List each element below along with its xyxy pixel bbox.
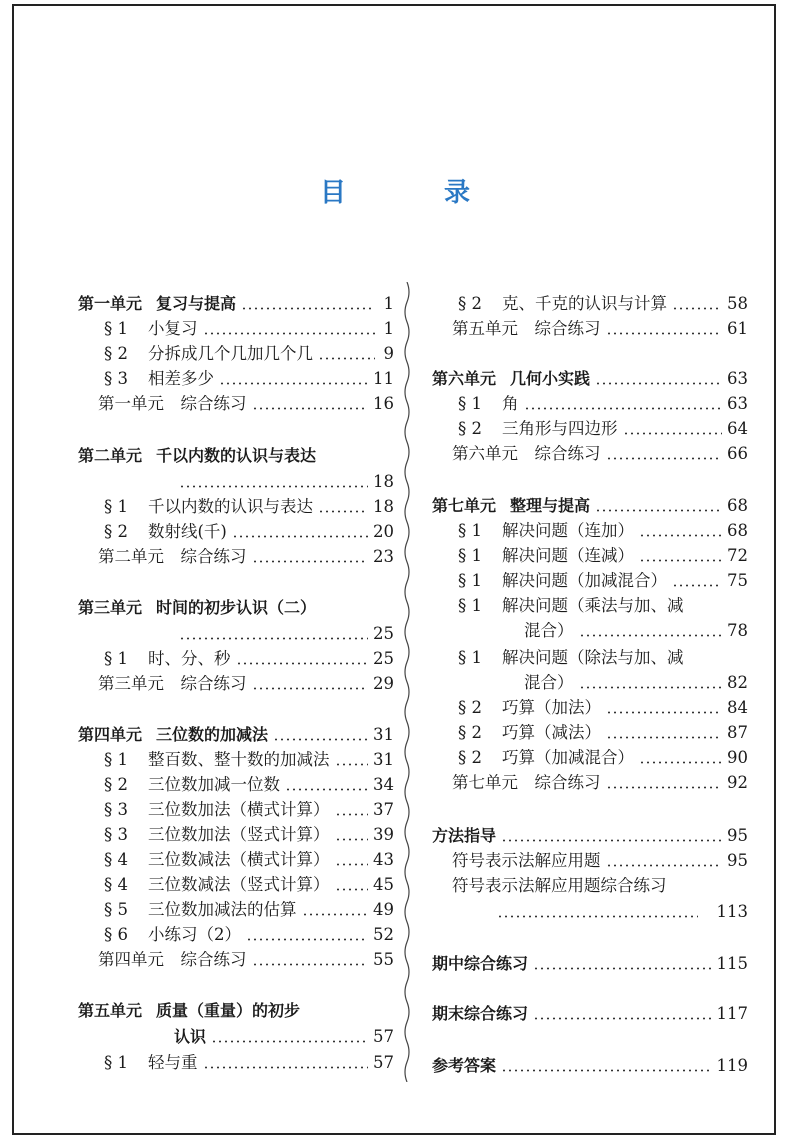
toc-entry[interactable]: [432, 288, 748, 314]
leader-dots: [606, 786, 723, 789]
page-number: 1: [383, 294, 394, 313]
page-number: 52: [373, 925, 394, 944]
unit-name: 质量（重量）的初步: [156, 1001, 301, 1020]
section-symbol: § 3: [104, 369, 128, 388]
entry-label: [78, 344, 313, 364]
leader-dots: [203, 332, 376, 335]
toc-entry[interactable]: [432, 998, 748, 1024]
toc-entry[interactable]: [78, 869, 394, 895]
section-symbol: § 1: [458, 546, 482, 565]
section-name: 三位数加法（竖式计算）: [148, 825, 330, 844]
unit-number: 第三单元: [98, 674, 164, 693]
section-symbol: § 4: [104, 875, 128, 894]
toc-entry[interactable]: [432, 948, 748, 974]
section-name: 整百数、整十数的加减法: [148, 750, 330, 769]
page-number: 39: [373, 825, 394, 844]
section-symbol: § 2: [458, 419, 482, 438]
page-number: 119: [716, 1056, 748, 1075]
entry-label: [78, 522, 227, 542]
entry-label: [78, 294, 236, 314]
leader-dots: [302, 913, 369, 916]
section-name: 角: [502, 394, 519, 413]
entry-label: [432, 419, 618, 439]
page-number: 68: [727, 521, 748, 540]
toc-entry[interactable]: [432, 438, 748, 464]
entry-label: [78, 850, 330, 870]
leader-dots: [252, 407, 369, 410]
toc-entry[interactable]: [78, 668, 394, 694]
toc-entry[interactable]: [432, 313, 748, 339]
toc-entry[interactable]: [78, 363, 394, 389]
entry-name: 符号表示法解应用题: [452, 851, 601, 870]
entry-label: [432, 444, 601, 464]
toc-entry[interactable]: [78, 1021, 394, 1047]
section-symbol: § 1: [458, 596, 482, 615]
section-symbol: § 1: [458, 648, 482, 667]
unit-name: 千以内数的认识与表达: [156, 446, 317, 465]
toc-entry[interactable]: [78, 592, 394, 618]
page-number: 18: [373, 497, 394, 516]
entry-name: 参考答案: [432, 1056, 497, 1075]
toc-entry[interactable]: [432, 742, 748, 768]
page-number: 72: [727, 546, 748, 565]
leader-dots: [252, 963, 369, 966]
section-name: 克、千克的认识与计算: [502, 294, 667, 313]
entry-label: [78, 674, 247, 694]
leader-dots: [246, 938, 368, 941]
unit-name: 几何小实践: [510, 369, 591, 388]
unit-number: 第五单元: [452, 319, 518, 338]
toc-entry[interactable]: [78, 995, 394, 1021]
page-number: 66: [727, 444, 748, 463]
toc-entry[interactable]: [78, 288, 394, 314]
toc-entry[interactable]: [432, 820, 748, 846]
entry-label: [432, 876, 667, 896]
toc-entry[interactable]: [78, 719, 394, 745]
leader-dots: [335, 888, 369, 891]
leader-dots: [579, 686, 723, 689]
unit-number: 第二单元: [78, 446, 143, 465]
entry-label: [78, 369, 214, 389]
entry-label: [432, 826, 496, 846]
unit-number: 第六单元: [452, 444, 518, 463]
section-name: 解决问题（乘法与加、减: [502, 596, 684, 615]
page-number: 31: [373, 725, 394, 744]
exercise-name: 综合练习: [180, 547, 247, 566]
page-number: 9: [383, 344, 394, 363]
toc-entry[interactable]: [432, 388, 748, 414]
leader-dots: [501, 839, 722, 842]
leader-dots: [335, 838, 369, 841]
entry-label: [78, 319, 198, 339]
page-number: 64: [727, 419, 748, 438]
page-number: 82: [727, 673, 748, 692]
section-name: 三位数加减一位数: [148, 775, 280, 794]
page-number: 117: [716, 1004, 748, 1023]
toc-entry[interactable]: [78, 643, 394, 669]
leader-dots: [524, 407, 723, 410]
toc-entry[interactable]: [432, 642, 748, 668]
entry-name: 符号表示法解应用题综合练习: [452, 876, 667, 895]
leader-dots: [672, 307, 722, 310]
section-symbol: § 2: [104, 775, 128, 794]
page-number: 75: [727, 571, 748, 590]
toc-entry[interactable]: [432, 667, 748, 693]
unit-number: 第一单元: [98, 394, 164, 413]
page-number: 63: [727, 369, 748, 388]
exercise-name: 综合练习: [180, 950, 247, 969]
section-symbol: § 1: [104, 649, 128, 668]
entry-label: [432, 521, 634, 541]
toc-entry[interactable]: [78, 769, 394, 795]
leader-dots: [595, 382, 722, 385]
toc-entry[interactable]: [432, 615, 748, 641]
entry-label: [78, 875, 330, 895]
section-symbol: § 1: [104, 750, 128, 769]
entry-label: [78, 649, 231, 669]
page-number: 29: [373, 674, 394, 693]
section-symbol: § 2: [458, 698, 482, 717]
leader-dots: [252, 560, 369, 563]
unit-number: 第二单元: [98, 547, 164, 566]
section-symbol: § 3: [104, 825, 128, 844]
page-number: 49: [373, 900, 394, 919]
entry-label: [78, 446, 316, 466]
toc-entry[interactable]: [78, 516, 394, 542]
entry-label: [78, 775, 280, 795]
unit-number: 第四单元: [98, 950, 164, 969]
page-number: 57: [373, 1053, 394, 1072]
toc-entry[interactable]: [78, 440, 394, 466]
leader-dots: [273, 738, 368, 741]
section-name: 三位数减法（横式计算）: [148, 850, 330, 869]
entry-label: [432, 394, 519, 414]
page-number: 18: [373, 472, 394, 491]
toc-entry[interactable]: [78, 466, 394, 492]
leader-dots: [318, 510, 368, 513]
page-number: 92: [727, 773, 748, 792]
page-title: 目 录: [319, 178, 506, 208]
entry-label: [78, 825, 330, 845]
leader-dots: [606, 332, 723, 335]
entry-label: [432, 621, 574, 641]
section-name: 巧算（加法）: [502, 698, 601, 717]
page-number: 58: [727, 294, 748, 313]
leader-dots: [606, 736, 722, 739]
exercise-name: 综合练习: [180, 394, 247, 413]
page-number: 84: [727, 698, 748, 717]
section-symbol: § 6: [104, 925, 128, 944]
entry-label: [432, 369, 590, 389]
leader-dots: [285, 788, 368, 791]
section-name: 千以内数的认识与表达: [148, 497, 313, 516]
leader-dots: [533, 967, 711, 970]
toc-entry[interactable]: [432, 590, 748, 616]
entry-label: [78, 800, 330, 820]
leader-dots: [241, 307, 375, 310]
entry-label: [432, 773, 601, 793]
exercise-name: 综合练习: [180, 674, 247, 693]
toc-entry[interactable]: [432, 845, 748, 871]
leader-dots: [236, 662, 369, 665]
unit-number: 第六单元: [432, 369, 497, 388]
section-name: 解决问题（除法与加、减: [502, 648, 684, 667]
toc-entry[interactable]: [432, 540, 748, 566]
leader-dots: [501, 1069, 711, 1072]
leader-dots: [533, 1017, 711, 1020]
toc-entry[interactable]: [78, 388, 394, 414]
page-number: 45: [373, 875, 394, 894]
entry-label: [432, 596, 684, 616]
section-symbol: § 1: [458, 394, 482, 413]
leader-dots: [219, 382, 368, 385]
page-number: 34: [373, 775, 394, 794]
toc-entry[interactable]: [78, 794, 394, 820]
entry-label: [432, 1004, 528, 1024]
toc-entry[interactable]: [78, 819, 394, 845]
entry-label: [78, 394, 247, 414]
page-number: 68: [727, 496, 748, 515]
toc-entry[interactable]: [78, 313, 394, 339]
entry-label: [432, 546, 634, 566]
toc-entry[interactable]: [78, 894, 394, 920]
leader-dots: [639, 559, 722, 562]
entry-label: [78, 725, 268, 745]
section-name: 巧算（减法）: [502, 723, 601, 742]
exercise-name: 综合练习: [534, 773, 601, 792]
entry-label: [432, 954, 528, 974]
entry-label: [78, 1001, 300, 1021]
unit-number: 第一单元: [78, 294, 143, 313]
page-number: 63: [727, 394, 748, 413]
toc-entry[interactable]: [432, 870, 748, 896]
section-symbol: § 2: [104, 522, 128, 541]
leader-dots: [318, 357, 375, 360]
unit-number: 第三单元: [78, 598, 143, 617]
unit-number: 第四单元: [78, 725, 143, 744]
exercise-name: 综合练习: [534, 444, 601, 463]
page-number: 31: [373, 750, 394, 769]
page-number: 95: [727, 851, 748, 870]
entry-label: [78, 598, 316, 618]
section-name: 数射线(千): [148, 522, 227, 541]
entry-label: [432, 648, 684, 668]
section-name: 轻与重: [148, 1053, 198, 1072]
leader-dots: [595, 509, 722, 512]
section-symbol: § 1: [104, 319, 128, 338]
section-name: 巧算（加减混合）: [502, 748, 634, 767]
section-name: 三位数减法（竖式计算）: [148, 875, 330, 894]
leader-dots: [639, 534, 722, 537]
entry-label: [432, 723, 601, 743]
toc-entry[interactable]: [432, 692, 748, 718]
toc-entry[interactable]: [78, 1047, 394, 1073]
unit-number: 第七单元: [452, 773, 518, 792]
page-number: 57: [373, 1027, 394, 1046]
section-name: 三角形与四边形: [502, 419, 618, 438]
entry-label: [432, 294, 667, 314]
section-name: 解决问题（加减混合）: [502, 571, 667, 590]
toc-entry[interactable]: [432, 413, 748, 439]
toc-entry[interactable]: [78, 618, 394, 644]
entry-label: [78, 750, 330, 770]
unit-name: 整理与提高: [510, 496, 591, 515]
section-name: 分拆成几个几加几个几: [148, 344, 313, 363]
section-name: 小练习（2）: [148, 925, 241, 944]
column-divider: [400, 282, 414, 1082]
entry-continuation: 混合）: [524, 673, 574, 692]
toc-entry[interactable]: [432, 565, 748, 591]
entry-label: [78, 925, 241, 945]
page-number: 115: [716, 954, 748, 973]
exercise-name: 综合练习: [534, 319, 601, 338]
section-symbol: § 5: [104, 900, 128, 919]
unit-name: 三位数的加减法: [156, 725, 269, 744]
leader-dots: [639, 761, 722, 764]
entry-label: [432, 571, 667, 591]
section-name: 解决问题（连加）: [502, 521, 634, 540]
page-number: 95: [727, 826, 748, 845]
leader-dots: [335, 863, 369, 866]
entry-label: [432, 319, 601, 339]
section-name: 相差多少: [148, 369, 214, 388]
entry-label: [432, 1056, 496, 1076]
page-number: 90: [727, 748, 748, 767]
toc-entry[interactable]: [78, 491, 394, 517]
page-number: 25: [373, 624, 394, 643]
section-symbol: § 2: [458, 748, 482, 767]
page-number: 1: [383, 319, 394, 338]
section-name: 小复习: [148, 319, 198, 338]
leader-dots: [623, 432, 723, 435]
page-number: 11: [373, 369, 394, 388]
page-number: 37: [373, 800, 394, 819]
entry-label: [432, 748, 634, 768]
section-symbol: § 1: [104, 497, 128, 516]
unit-name: 时间的初步认识（二）: [156, 598, 317, 617]
page-number: 87: [727, 723, 748, 742]
page-number: 16: [373, 394, 394, 413]
leader-dots: [579, 634, 723, 637]
page-number: 43: [373, 850, 394, 869]
toc-entry[interactable]: [432, 717, 748, 743]
entry-name: 期末综合练习: [432, 1004, 529, 1023]
entry-label: [432, 851, 601, 871]
leader-dots: [672, 584, 722, 587]
toc-entry[interactable]: [78, 338, 394, 364]
leader-dots: [606, 457, 723, 460]
entry-name: 方法指导: [432, 826, 497, 845]
leader-dots: [335, 763, 369, 766]
entry-continuation: 认识: [174, 1027, 207, 1046]
leader-dots: [211, 1040, 368, 1043]
section-symbol: § 1: [104, 1053, 128, 1072]
section-symbol: § 4: [104, 850, 128, 869]
section-symbol: § 2: [104, 344, 128, 363]
toc-entry[interactable]: [432, 896, 748, 922]
leader-dots: [179, 485, 368, 488]
toc-entry[interactable]: [78, 944, 394, 970]
toc-entry[interactable]: [432, 490, 748, 516]
section-symbol: § 1: [458, 571, 482, 590]
entry-label: [78, 547, 247, 567]
entry-label: [78, 1053, 198, 1073]
toc-entry[interactable]: [78, 744, 394, 770]
entry-label: [78, 950, 247, 970]
entry-name: 期中综合练习: [432, 954, 529, 973]
section-symbol: § 3: [104, 800, 128, 819]
entry-continuation: 混合）: [524, 621, 574, 640]
section-name: 三位数加减法的估算: [148, 900, 297, 919]
section-symbol: § 2: [458, 294, 482, 313]
toc-entry[interactable]: [432, 363, 748, 389]
leader-dots: [203, 1066, 369, 1069]
toc-entry[interactable]: [432, 515, 748, 541]
entry-label: [432, 673, 574, 693]
leader-dots: [252, 687, 369, 690]
page-number: 23: [373, 547, 394, 566]
leader-dots: [606, 864, 723, 867]
entry-label: [78, 497, 313, 517]
toc-entry[interactable]: [432, 767, 748, 793]
section-name: 三位数加法（横式计算）: [148, 800, 330, 819]
entry-label: [432, 698, 601, 718]
leader-dots: [606, 711, 722, 714]
page-number: 78: [727, 621, 748, 640]
section-symbol: § 2: [458, 723, 482, 742]
section-symbol: § 1: [458, 521, 482, 540]
section-name: 解决问题（连减）: [502, 546, 634, 565]
toc-entry[interactable]: [78, 541, 394, 567]
entry-label: [432, 496, 590, 516]
entry-label: [78, 1027, 206, 1047]
unit-name: 复习与提高: [156, 294, 237, 313]
unit-number: 第五单元: [78, 1001, 143, 1020]
page-number: 113: [716, 902, 748, 921]
page-number: 55: [373, 950, 394, 969]
leader-dots: [497, 915, 698, 918]
toc-entry[interactable]: [78, 919, 394, 945]
toc-entry[interactable]: [432, 1050, 748, 1076]
leader-dots: [232, 535, 368, 538]
leader-dots: [179, 637, 368, 640]
entry-label: [78, 900, 297, 920]
leader-dots: [335, 813, 369, 816]
page-number: 61: [727, 319, 748, 338]
toc-entry[interactable]: [78, 844, 394, 870]
page-number: 20: [373, 522, 394, 541]
unit-number: 第七单元: [432, 496, 497, 515]
section-name: 时、分、秒: [148, 649, 231, 668]
page-number: 25: [373, 649, 394, 668]
